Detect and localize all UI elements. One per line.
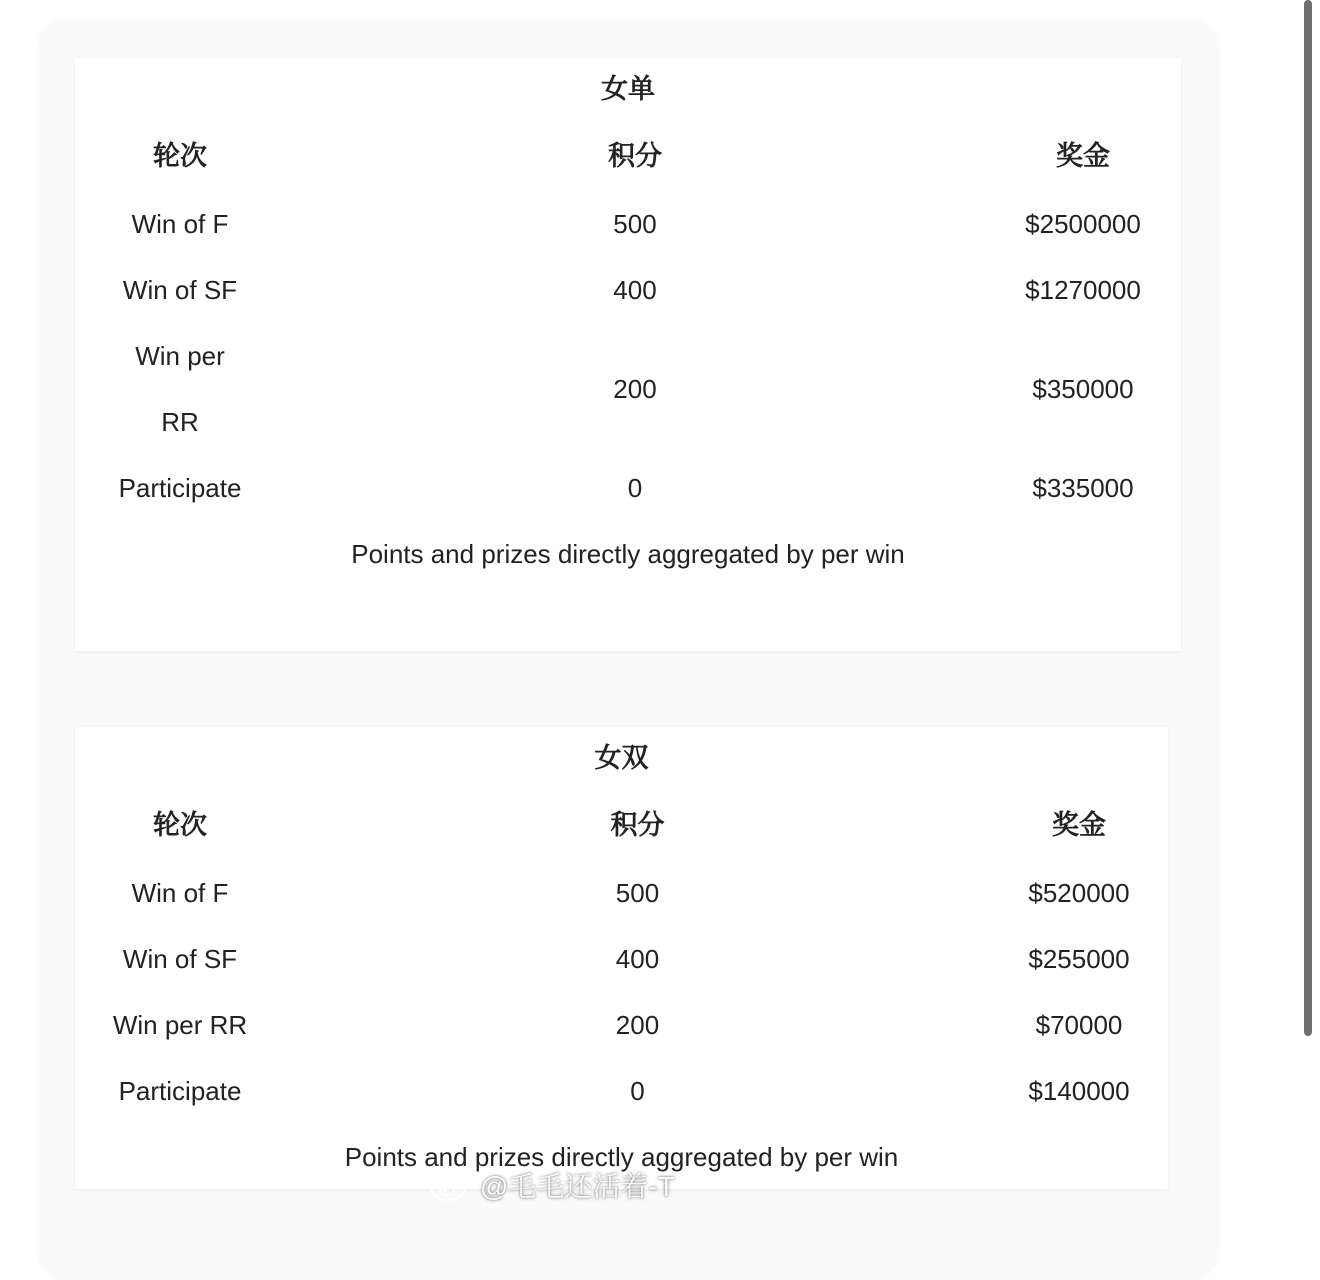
points-cell: 200 <box>615 1010 660 1040</box>
doubles-table <box>75 727 1168 1190</box>
points-cell: 0 <box>627 473 643 503</box>
prize-cell: $70000 <box>1035 1010 1123 1040</box>
singles-table-card <box>75 58 1181 651</box>
table-note: Points and prizes directly aggregated by per win <box>351 539 905 569</box>
scrollbar[interactable] <box>1304 0 1312 1213</box>
table-title: 女单 <box>601 74 655 104</box>
table-title: 女双 <box>594 743 649 773</box>
weibo-logo-icon <box>428 1167 476 1203</box>
column-header-round: 轮次 <box>153 141 207 171</box>
singles-table <box>75 58 1181 587</box>
points-cell: 400 <box>613 275 657 305</box>
doubles-table-card <box>75 727 1168 1189</box>
table-row <box>75 1058 1168 1124</box>
table-row <box>75 257 1181 323</box>
column-header-points: 积分 <box>608 141 662 171</box>
table-row <box>75 323 1181 455</box>
round-cell: Win of SF <box>122 944 238 974</box>
prize-cell: $140000 <box>1028 1076 1130 1106</box>
prize-cell: $335000 <box>1032 473 1134 503</box>
column-header-points: 积分 <box>610 810 665 840</box>
table-row <box>75 992 1168 1058</box>
header-row <box>75 121 1181 191</box>
watermark-text: @毛毛还活着-T <box>480 1171 675 1202</box>
points-cell: 500 <box>615 878 660 908</box>
prize-cell: $2500000 <box>1025 209 1141 239</box>
column-header-prize: 奖金 <box>1052 810 1106 840</box>
round-cell: Participate <box>118 473 242 503</box>
round-cell: Win of F <box>131 878 229 908</box>
table-row <box>75 455 1181 521</box>
scrollbar-thumb[interactable] <box>1304 0 1312 1036</box>
table-row <box>75 926 1168 992</box>
header-row <box>75 790 1168 860</box>
prize-cell: $255000 <box>1028 944 1130 974</box>
prize-cell: $350000 <box>1032 374 1134 404</box>
points-cell: 400 <box>615 944 660 974</box>
round-cell: Win per RR <box>112 1010 248 1040</box>
table-row <box>75 191 1181 257</box>
points-cell: 0 <box>630 1076 645 1106</box>
table-row <box>75 860 1168 926</box>
prize-cell: $1270000 <box>1025 275 1141 305</box>
round-cell: Win of SF <box>122 275 238 305</box>
watermark <box>428 1165 675 1205</box>
column-header-prize: 奖金 <box>1056 141 1110 171</box>
table-note: Points and prizes directly aggregated by per win <box>344 1142 899 1172</box>
round-cell: Win of F <box>131 209 229 239</box>
points-cell: 500 <box>613 209 657 239</box>
round-cell: Win per RR <box>135 341 225 437</box>
prize-cell: $520000 <box>1028 878 1130 908</box>
points-cell: 200 <box>613 374 657 404</box>
round-cell: Participate <box>118 1076 242 1106</box>
column-header-round: 轮次 <box>153 810 207 840</box>
